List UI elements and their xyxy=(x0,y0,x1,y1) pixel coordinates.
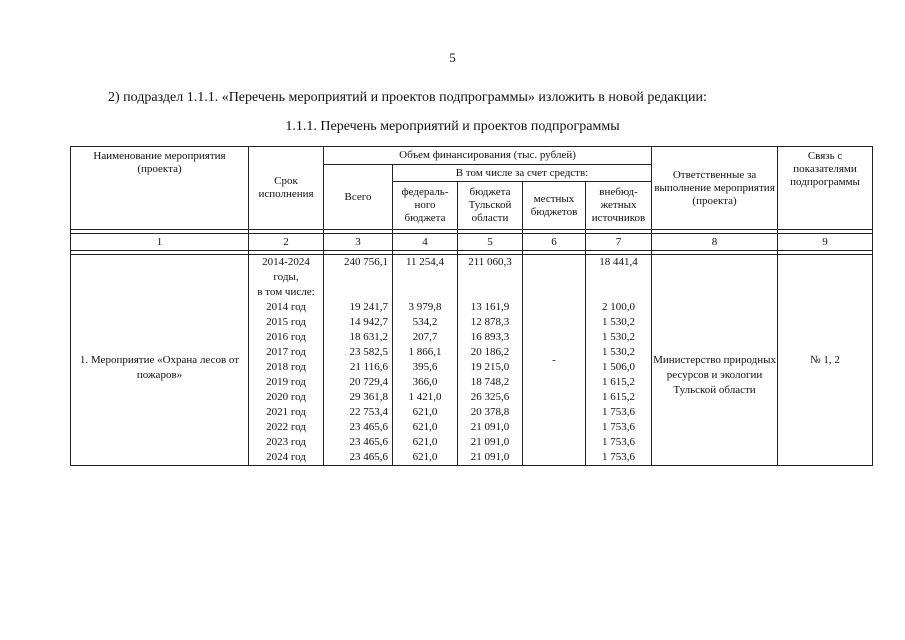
link-text: № 1, 2 xyxy=(810,353,840,366)
federal-value: 1 866,1 xyxy=(408,346,442,358)
section-title: 1.1.1. Перечень мероприятий и проектов подпрограммы xyxy=(285,119,620,134)
col-number: 4 xyxy=(393,234,458,251)
regional-value: 12 878,3 xyxy=(470,316,510,328)
regional-value: 19 215,0 xyxy=(470,361,510,373)
col-number: 8 xyxy=(652,234,778,251)
total-value: 29 361,8 xyxy=(349,391,388,403)
federal-cell xyxy=(393,255,458,466)
total-value: 21 116,6 xyxy=(349,361,388,373)
header-federal: федераль-ного бюджета xyxy=(393,182,458,230)
extra-value: 1 615,2 xyxy=(602,391,636,403)
measure-name: 1. Мероприятие «Охрана лесов от пожаров» xyxy=(79,353,240,381)
federal-value: 11 254,4 xyxy=(405,256,445,268)
year-label: 2018 год xyxy=(266,361,306,373)
regional-value: 16 893,3 xyxy=(470,331,510,343)
total-value: 23 465,6 xyxy=(349,451,388,463)
regional-value: 21 091,0 xyxy=(470,436,510,448)
extra-value: 2 100,0 xyxy=(602,301,636,313)
total-value: 18 631,2 xyxy=(349,331,388,343)
extra-value: 1 753,6 xyxy=(602,421,636,433)
page-number: 5 xyxy=(449,50,456,65)
header-name: Наименование мероприятия (проекта) xyxy=(71,147,249,230)
federal-value: 207,7 xyxy=(412,331,438,343)
link-cell xyxy=(778,255,873,466)
year-label: 2020 год xyxy=(266,391,306,403)
year-label: 2023 год xyxy=(266,436,306,448)
header-extra: внебюд-жетных источников xyxy=(586,182,652,230)
header-including: В том числе за счет средств: xyxy=(393,165,652,182)
total-value: 22 753,4 xyxy=(349,406,388,418)
total-value: 23 465,6 xyxy=(349,421,388,433)
header-term: Срок исполнения xyxy=(249,147,324,230)
regional-value: 18 748,2 xyxy=(470,376,510,388)
col-number: 6 xyxy=(523,234,586,251)
col-number: 9 xyxy=(778,234,873,251)
year-label: 2016 год xyxy=(266,331,306,343)
total-cell xyxy=(324,255,393,466)
regional-value: 20 186,2 xyxy=(470,346,510,358)
header-local: местных бюджетов xyxy=(523,182,586,230)
federal-value: 621,0 xyxy=(412,436,438,448)
federal-value: 621,0 xyxy=(412,451,438,463)
term-line: годы, xyxy=(273,271,299,283)
intro-text: 2) подраздел 1.1.1. «Перечень мероприятий и проектов подпрограммы» изложить в новой редакции: xyxy=(108,90,707,105)
extra-value: 1 530,2 xyxy=(602,316,636,328)
measures-table xyxy=(70,146,873,466)
total-value: 19 241,7 xyxy=(349,301,388,313)
extra-value: 18 441,4 xyxy=(599,256,638,268)
year-label: 2019 год xyxy=(266,376,306,388)
federal-value: 621,0 xyxy=(412,421,438,433)
extra-value: 1 530,2 xyxy=(602,331,636,343)
regional-value: 13 161,9 xyxy=(470,301,510,313)
table-row xyxy=(71,255,873,466)
col-number: 5 xyxy=(458,234,523,251)
extra-value: 1 530,2 xyxy=(602,346,636,358)
extra-value: 1 506,0 xyxy=(602,361,636,373)
header-responsible: Ответственные за выполнение мероприятия (проекта) xyxy=(652,147,778,230)
federal-value: 395,6 xyxy=(412,361,438,373)
regional-cell xyxy=(458,255,523,466)
header-total: Всего xyxy=(324,165,393,230)
total-value: 240 756,1 xyxy=(344,256,388,268)
extra-value: 1 615,2 xyxy=(602,376,636,388)
year-label: 2022 год xyxy=(266,421,306,433)
responsible-text: Министерство природных ресурсов и экологии Тульской области xyxy=(653,353,776,396)
regional-value: 26 325,6 xyxy=(470,391,510,403)
extra-value: 1 753,6 xyxy=(602,406,636,418)
regional-value: 20 378,8 xyxy=(470,406,510,418)
regional-value: 211 060,3 xyxy=(468,256,512,268)
year-label: 2017 год xyxy=(266,346,306,358)
extra-cell xyxy=(586,255,652,466)
federal-value: 621,0 xyxy=(412,406,438,418)
col-number: 2 xyxy=(249,234,324,251)
year-label: 2015 год xyxy=(266,316,306,328)
local-value: - xyxy=(552,353,556,366)
extra-value: 1 753,6 xyxy=(602,436,636,448)
header-regional: бюджета Тульской области xyxy=(458,182,523,230)
term-line: в том числе: xyxy=(257,286,315,298)
year-label: 2014 год xyxy=(266,301,306,313)
federal-value: 3 979,8 xyxy=(408,301,442,313)
header-link: Связь с показателями подпрограммы xyxy=(778,147,873,230)
responsible-cell xyxy=(652,255,778,466)
total-value: 20 729,4 xyxy=(349,376,388,388)
federal-value: 1 421,0 xyxy=(408,391,442,403)
term-cell xyxy=(249,255,324,466)
col-number: 3 xyxy=(324,234,393,251)
regional-value: 21 091,0 xyxy=(470,421,510,433)
year-label: 2021 год xyxy=(266,406,306,418)
term-line: 2014-2024 xyxy=(262,256,310,268)
regional-value: 21 091,0 xyxy=(470,451,510,463)
local-cell xyxy=(523,255,586,466)
total-value: 14 942,7 xyxy=(349,316,388,328)
col-number: 7 xyxy=(586,234,652,251)
extra-value: 1 753,6 xyxy=(602,451,636,463)
col-number: 1 xyxy=(71,234,249,251)
header-funding: Объем финансирования (тыс. рублей) xyxy=(324,147,652,165)
total-value: 23 465,6 xyxy=(349,436,388,448)
federal-value: 534,2 xyxy=(412,316,438,328)
federal-value: 366,0 xyxy=(412,376,438,388)
year-label: 2024 год xyxy=(266,451,306,463)
measure-name-cell xyxy=(71,255,249,466)
total-value: 23 582,5 xyxy=(349,346,388,358)
